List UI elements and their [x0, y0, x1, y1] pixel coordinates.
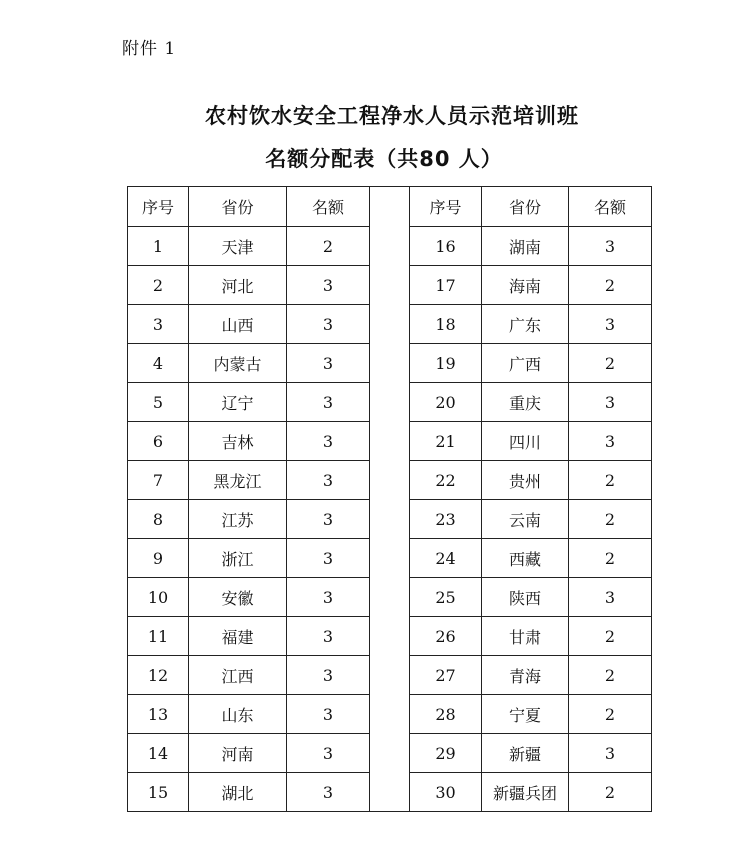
- row-quota: 2: [569, 617, 652, 656]
- row-quota: 3: [287, 773, 370, 812]
- row-province: 新疆兵团: [482, 773, 569, 812]
- row-number: 24: [410, 539, 482, 578]
- table-row: [128, 578, 652, 617]
- row-quota: 3: [287, 695, 370, 734]
- row-province: 甘肃: [482, 617, 569, 656]
- row-quota: 2: [569, 344, 652, 383]
- column-gap: [370, 578, 410, 617]
- column-gap: [370, 695, 410, 734]
- column-gap: [370, 266, 410, 305]
- row-number: 11: [128, 617, 189, 656]
- row-quota: 3: [287, 578, 370, 617]
- row-number: 4: [128, 344, 189, 383]
- row-number: 29: [410, 734, 482, 773]
- table-row: [128, 227, 652, 266]
- row-quota: 3: [569, 578, 652, 617]
- row-quota: 3: [287, 617, 370, 656]
- row-quota: 3: [287, 539, 370, 578]
- row-quota: 3: [287, 656, 370, 695]
- table-row: [128, 305, 652, 344]
- column-gap: [370, 227, 410, 266]
- row-quota: 3: [569, 227, 652, 266]
- column-gap: [370, 305, 410, 344]
- header-no: 序号: [410, 187, 482, 227]
- table-body: [128, 227, 652, 812]
- row-province: 湖北: [189, 773, 287, 812]
- table-row: [128, 695, 652, 734]
- row-number: 14: [128, 734, 189, 773]
- table-row: [128, 500, 652, 539]
- table-row: [128, 617, 652, 656]
- row-number: 22: [410, 461, 482, 500]
- row-number: 8: [128, 500, 189, 539]
- row-quota: 3: [287, 422, 370, 461]
- row-province: 湖南: [482, 227, 569, 266]
- row-number: 12: [128, 656, 189, 695]
- row-province: 江西: [189, 656, 287, 695]
- table-row: [128, 734, 652, 773]
- row-quota: 2: [569, 500, 652, 539]
- row-quota: 2: [569, 656, 652, 695]
- row-province: 四川: [482, 422, 569, 461]
- table-row: [128, 461, 652, 500]
- row-province: 广东: [482, 305, 569, 344]
- row-quota: 3: [287, 383, 370, 422]
- row-province: 西藏: [482, 539, 569, 578]
- document-subtitle: 名额分配表（共80 人）: [265, 147, 503, 171]
- row-number: 21: [410, 422, 482, 461]
- row-quota: 3: [569, 305, 652, 344]
- row-province: 福建: [189, 617, 287, 656]
- row-province: 河南: [189, 734, 287, 773]
- row-province: 内蒙古: [189, 344, 287, 383]
- row-province: 山西: [189, 305, 287, 344]
- row-province: 河北: [189, 266, 287, 305]
- row-province: 新疆: [482, 734, 569, 773]
- row-quota: 2: [569, 266, 652, 305]
- row-number: 25: [410, 578, 482, 617]
- table-row: [128, 266, 652, 305]
- row-number: 1: [128, 227, 189, 266]
- header-province: 省份: [189, 187, 287, 227]
- row-number: 23: [410, 500, 482, 539]
- row-province: 辽宁: [189, 383, 287, 422]
- table-row: [128, 773, 652, 812]
- column-gap: [370, 461, 410, 500]
- row-number: 9: [128, 539, 189, 578]
- table-row: [128, 344, 652, 383]
- column-gap: [370, 187, 410, 227]
- row-province: 重庆: [482, 383, 569, 422]
- row-number: 27: [410, 656, 482, 695]
- row-quota: 2: [287, 227, 370, 266]
- row-province: 天津: [189, 227, 287, 266]
- row-number: 30: [410, 773, 482, 812]
- column-gap: [370, 773, 410, 812]
- row-quota: 3: [287, 266, 370, 305]
- row-quota: 2: [569, 773, 652, 812]
- row-quota: 2: [569, 539, 652, 578]
- column-gap: [370, 734, 410, 773]
- table-row: [128, 539, 652, 578]
- row-province: 云南: [482, 500, 569, 539]
- header-row: [128, 187, 652, 227]
- column-gap: [370, 344, 410, 383]
- row-number: 15: [128, 773, 189, 812]
- row-number: 13: [128, 695, 189, 734]
- row-number: 7: [128, 461, 189, 500]
- row-province: 海南: [482, 266, 569, 305]
- row-quota: 3: [287, 461, 370, 500]
- row-quota: 3: [569, 422, 652, 461]
- row-quota: 3: [569, 734, 652, 773]
- table-row: [128, 383, 652, 422]
- column-gap: [370, 422, 410, 461]
- row-number: 26: [410, 617, 482, 656]
- row-quota: 2: [569, 695, 652, 734]
- row-number: 10: [128, 578, 189, 617]
- row-quota: 3: [287, 305, 370, 344]
- quota-table: [127, 186, 652, 812]
- column-gap: [370, 656, 410, 695]
- row-number: 6: [128, 422, 189, 461]
- header-province: 省份: [482, 187, 569, 227]
- row-province: 浙江: [189, 539, 287, 578]
- row-number: 16: [410, 227, 482, 266]
- header-no: 序号: [128, 187, 189, 227]
- row-number: 19: [410, 344, 482, 383]
- row-province: 山东: [189, 695, 287, 734]
- attachment-label: 附件 1: [122, 39, 177, 59]
- row-province: 黑龙江: [189, 461, 287, 500]
- row-quota: 3: [287, 344, 370, 383]
- row-quota: 3: [287, 500, 370, 539]
- row-province: 吉林: [189, 422, 287, 461]
- row-number: 3: [128, 305, 189, 344]
- column-gap: [370, 617, 410, 656]
- row-number: 18: [410, 305, 482, 344]
- header-quota: 名额: [287, 187, 370, 227]
- row-province: 江苏: [189, 500, 287, 539]
- table-row: [128, 656, 652, 695]
- row-province: 青海: [482, 656, 569, 695]
- row-province: 安徽: [189, 578, 287, 617]
- column-gap: [370, 383, 410, 422]
- row-province: 广西: [482, 344, 569, 383]
- row-quota: 2: [569, 461, 652, 500]
- row-number: 17: [410, 266, 482, 305]
- document-title: 农村饮水安全工程净水人员示范培训班: [205, 104, 579, 128]
- row-number: 20: [410, 383, 482, 422]
- table-row: [128, 422, 652, 461]
- row-number: 2: [128, 266, 189, 305]
- column-gap: [370, 500, 410, 539]
- row-number: 5: [128, 383, 189, 422]
- row-province: 宁夏: [482, 695, 569, 734]
- row-number: 28: [410, 695, 482, 734]
- row-quota: 3: [287, 734, 370, 773]
- row-quota: 3: [569, 383, 652, 422]
- row-province: 陕西: [482, 578, 569, 617]
- header-quota: 名额: [569, 187, 652, 227]
- row-province: 贵州: [482, 461, 569, 500]
- column-gap: [370, 539, 410, 578]
